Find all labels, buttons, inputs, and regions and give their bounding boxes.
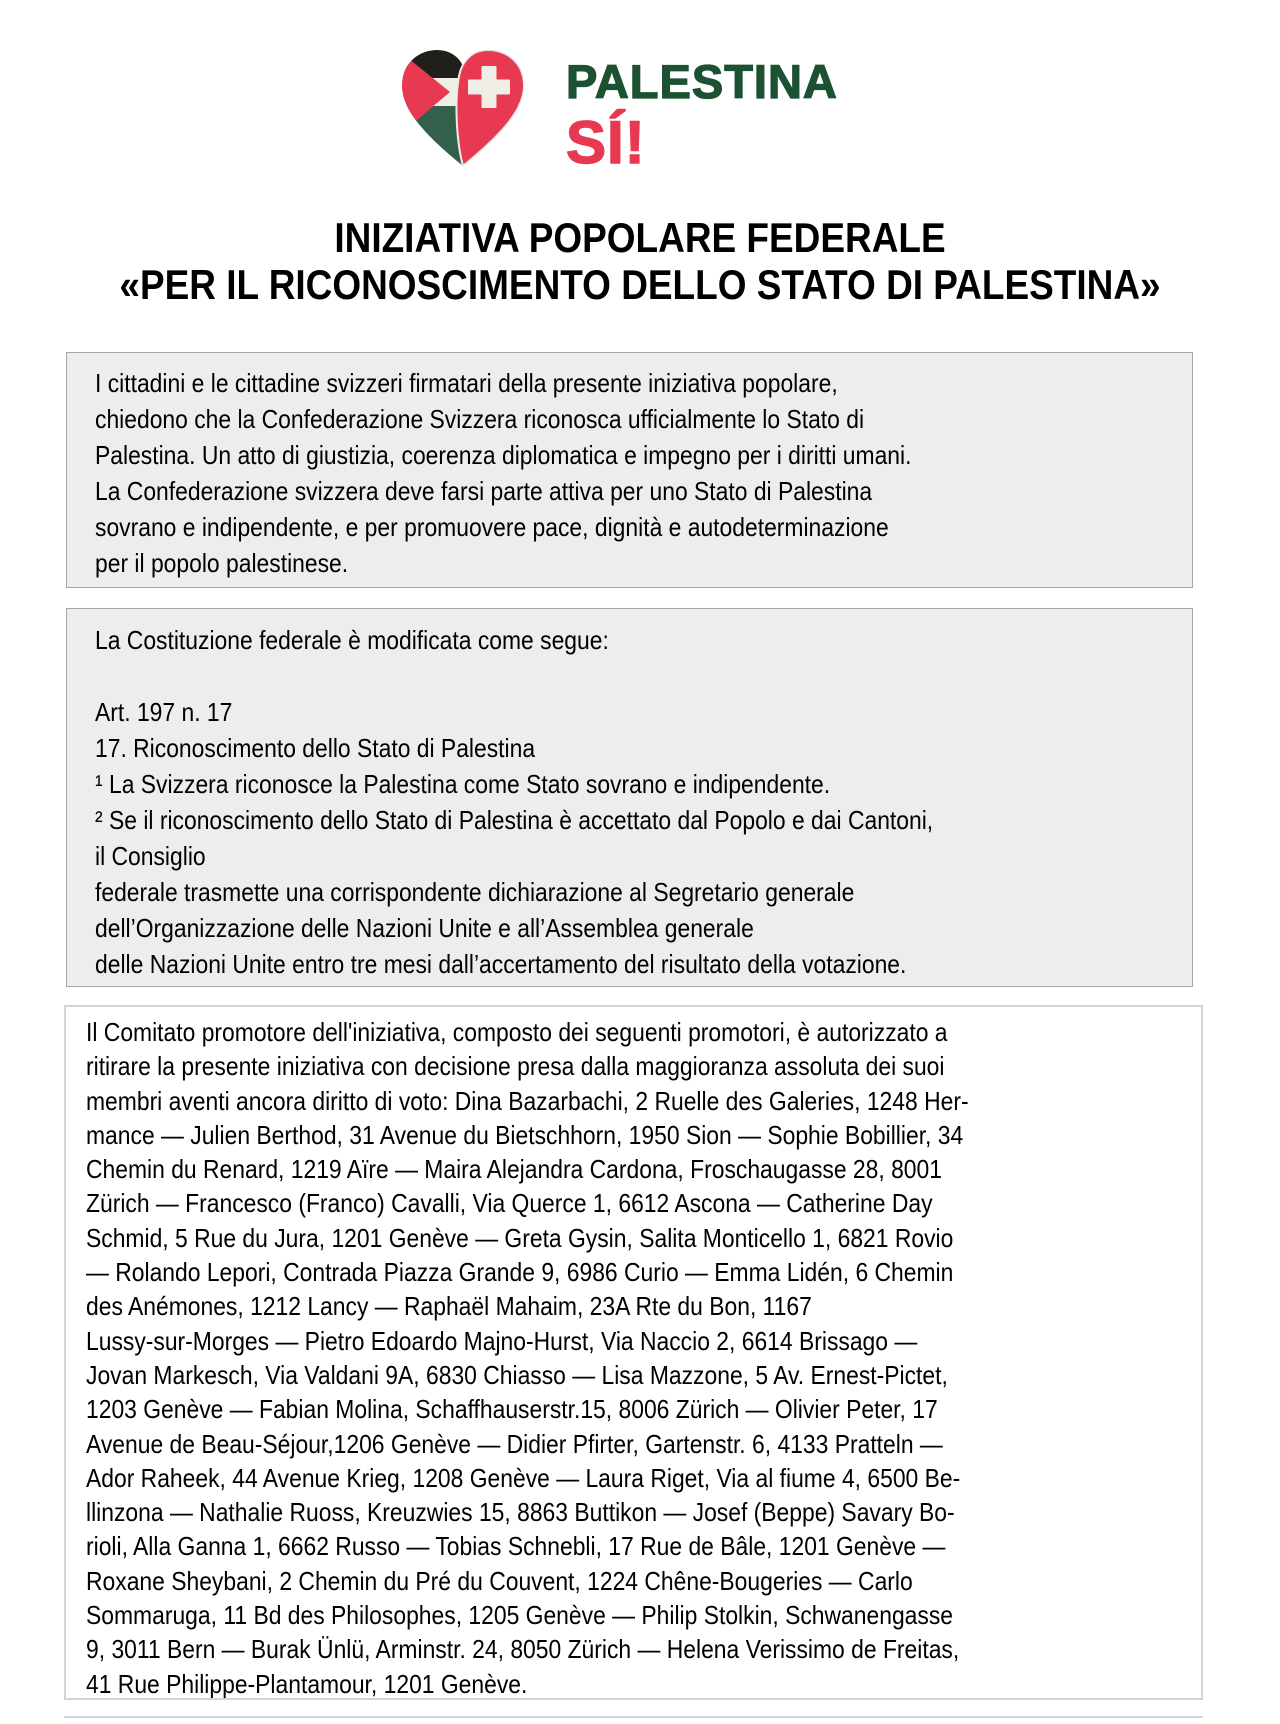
title-line-2: «PER IL RICONOSCIMENTO DELLO STATO DI PALESTINA» xyxy=(119,261,1161,308)
committee-text: Il Comitato promotore dell'iniziativa, composto dei seguenti promotori, è autorizzato a ritirare la presente iniziativa con decisione presa dalla maggioranza assoluta dei suoi membri aventi ancora diritto di voto: Dina Bazarbachi, 2 Ruelle des Galeries, 1248 Her- mance — Julien Berthod, 31 Avenue du Bietschhorn, 1950 Sion — Sophie Bobillier, 34 Chemin du Renard, 1219 Aïre — Maira Alejandra Cardona, Froschaugasse 28, 8001 Zürich — Francesco (Franco) Cavalli, Via Querce 1, 6612 Ascona — Catherine Day Schmid, 5 Rue du Jura, 1201 Genève — Greta Gysin, Salita Monticello 1, 6821 Rovio — Rolando Lepori, Contrada Piazza Grande 9, 6986 Curio — Emma Lidén, 6 Chemin des Anémones, 1212 Lancy — Raphaël Mahaim, 23A Rte du Bon, 1167 Lussy-sur-Morges — Pietro Edoardo Majno-Hurst, Via Naccio 2, 6614 Brissago — Jovan Markesch, Via Valdani 9A, 6830 Chiasso — Lisa Mazzone, 5 Av. Ernest-Pictet, 1203 Genève — Fabian Molina, Schaffhauserstr.15, 8006 Zürich — Olivier Peter, 17 Avenue de Beau-Séjour,1206 Genève — Didier Pfirter, Gartenstr. 6, 4133 Pratteln — Ador Raheek, 44 Avenue Krieg, 1208 Genève — Laura Riget, Via al fiume 4, 6500 Be- llinzona — Nathalie Ruoss, Kreuzwies 15, 8863 Buttikon — Josef (Beppe) Savary Bo- rioli, Alla Ganna 1, 6662 Russo — Tobias Schnebli, 17 Rue de Bâle, 1201 Genève — Roxane Sheybani, 2 Chemin du Pré du Couvent, 1224 Chêne-Bougeries — Carlo Sommaruga, 11 Bd des Philosophes, 1205 Genève — Philip Stolkin, Schwanengasse 9, 3011 Bern — Burak Ünlü, Arminstr. 24, 8050 Zürich — Helena Verissimo de Freitas, 41 Rue Philippe-Plantamour, 1201 Genève. xyxy=(86,1017,969,1699)
logo-wordmark-si: SÍ! xyxy=(566,109,646,176)
next-box-top-edge xyxy=(64,1716,1203,1724)
campaign-logo xyxy=(398,44,838,176)
palestina-heart-logo-icon xyxy=(398,44,528,172)
intro-box xyxy=(66,352,1193,588)
intro-text: I cittadini e le cittadine svizzeri firmatari della presente iniziativa popolare, chiedono che la Confederazione Svizzera riconosca ufficialmente lo Stato di Palestina. Un atto di giustizia, coerenza diplomatica e impegno per i diritti umani. La Confederazione svizzera deve farsi parte attiva per uno Stato di Palestina sovrano e indipendente, e per promuovere pace, dignità e autodeterminazione per il popolo palestinese. xyxy=(95,368,912,578)
page-title xyxy=(77,214,1203,308)
logo-wordmark-palestina: PALESTINA xyxy=(566,55,838,108)
amendment-box xyxy=(66,608,1193,987)
amendment-text: La Costituzione federale è modificata come segue: Art. 197 n. 17 17. Riconoscimento dello Stato di Palestina ¹ La Svizzera riconosce la Palestina come Stato sovrano e indipendente. ² Se il riconoscimento dello Stato di Palestina è accettato dal Popolo e dai Cantoni, il Consiglio federale trasmette una corrispondente dichiarazione al Segretario generale dell’Organizzazione delle Nazioni Unite e all’Assemblea generale delle Nazioni Unite entro tre mesi dall’accertamento del risultato della votazione. xyxy=(95,625,934,979)
committee-box xyxy=(64,1005,1203,1700)
logo-wordmark xyxy=(566,55,838,176)
title-line-1: INIZIATIVA POPOLARE FEDERALE xyxy=(334,214,946,261)
